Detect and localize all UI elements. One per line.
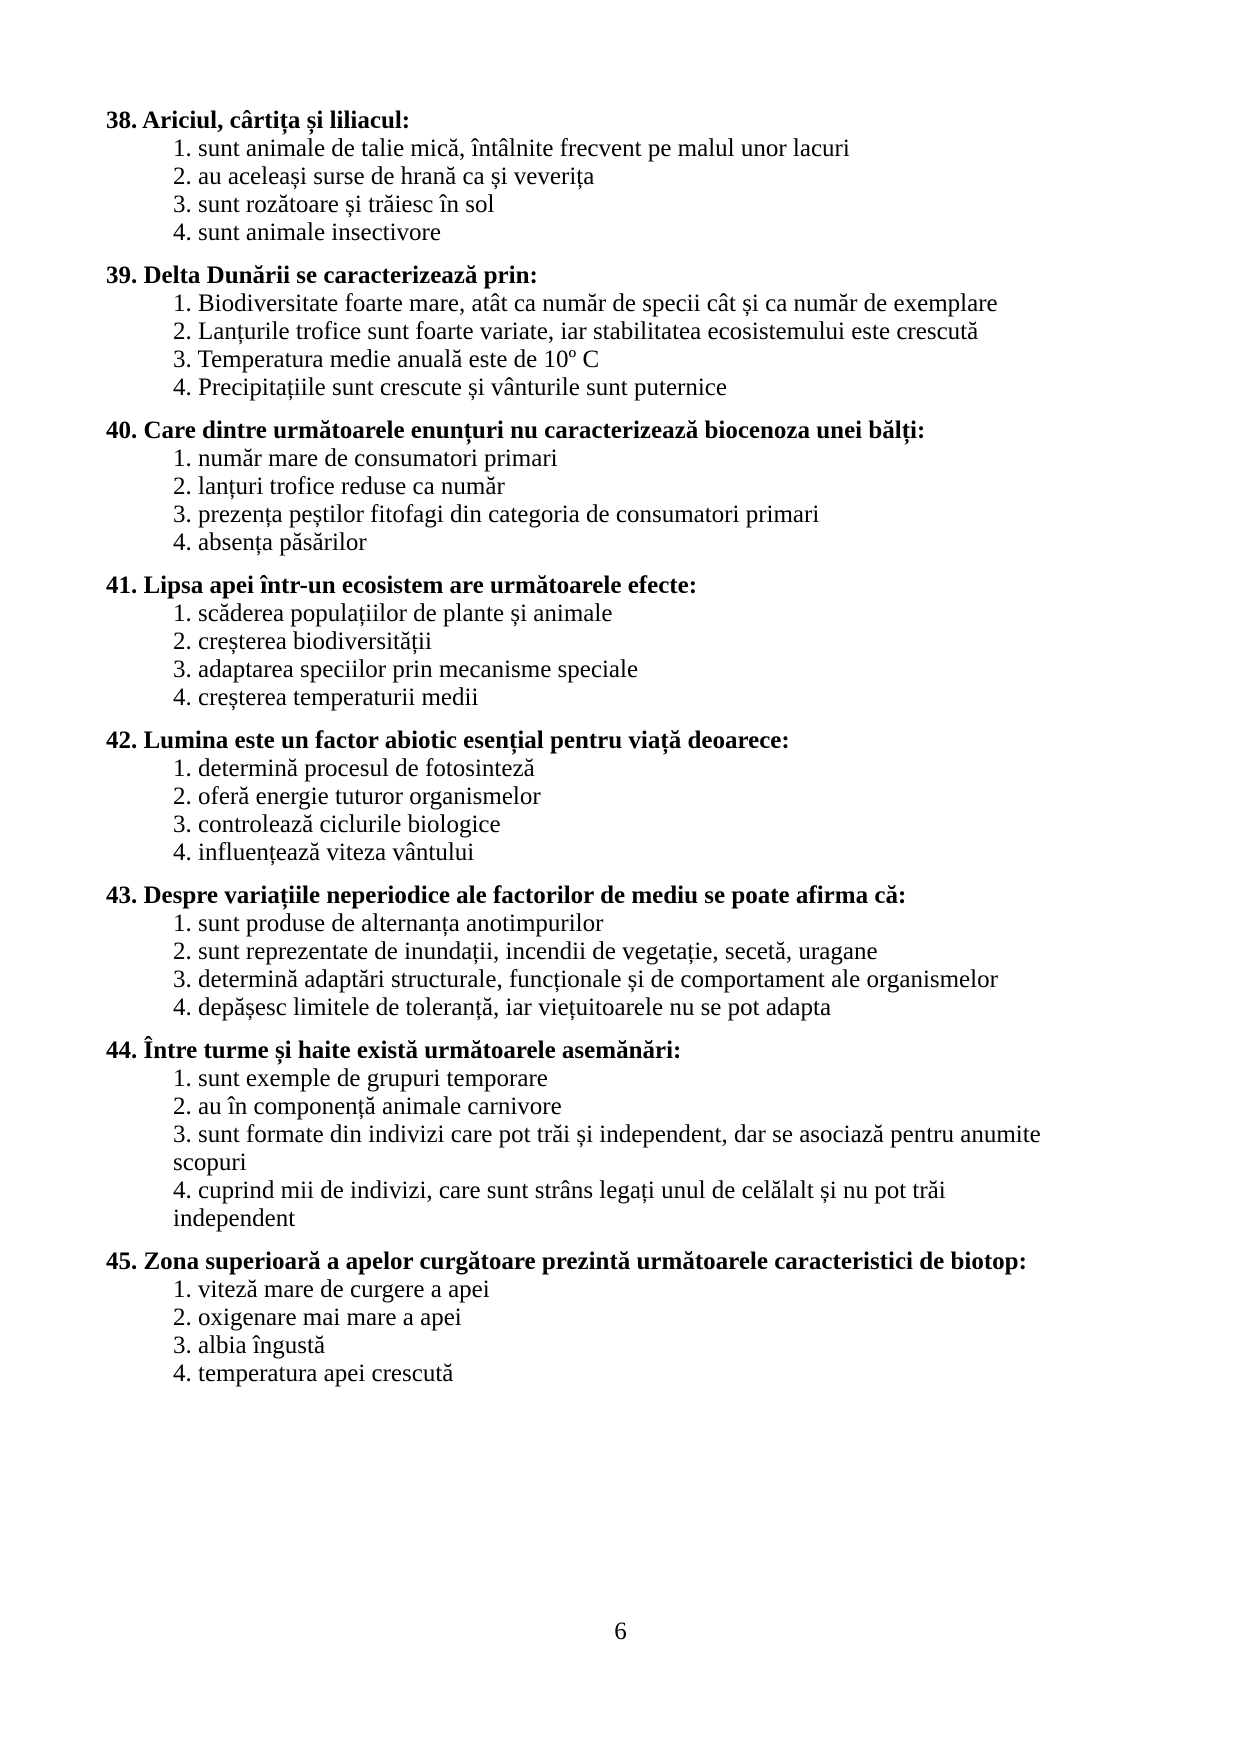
question-heading: 44. Între turme și haite există următoarele asemănări: xyxy=(106,1037,682,1064)
question-heading: 40. Care dintre următoarele enunțuri nu caracterizează biocenoza unei bălți: xyxy=(106,417,926,444)
question-heading: 45. Zona superioară a apelor curgătoare prezintă următoarele caracteristici de biotop: xyxy=(106,1248,1027,1275)
option-item: 1. sunt animale de talie mică, întâlnite frecvent pe malul unor lacuri xyxy=(173,135,850,162)
option-item: 3. adaptarea speciilor prin mecanisme speciale xyxy=(173,656,639,683)
option-item: 1. Biodiversitate foarte mare, atât ca număr de specii cât și ca număr de exemplare xyxy=(173,290,998,317)
option-list xyxy=(106,1276,1045,1388)
option-list xyxy=(106,1065,1045,1233)
option-item: 4. cuprind mii de indivizi, care sunt strâns legați unul de celălalt și nu pot trăi independent xyxy=(173,1177,946,1232)
option-item: 3. sunt rozătoare și trăiesc în sol xyxy=(173,191,495,218)
question-block xyxy=(106,417,1211,557)
option-item: 1. număr mare de consumatori primari xyxy=(173,445,558,472)
option-list xyxy=(106,755,1045,867)
option-item: 2. lanțuri trofice reduse ca număr xyxy=(173,473,505,500)
question-heading: 41. Lipsa apei într-un ecosistem are următoarele efecte: xyxy=(106,572,698,599)
option-item: 2. au în componență animale carnivore xyxy=(173,1093,562,1120)
option-item: 1. sunt exemple de grupuri temporare xyxy=(173,1065,548,1092)
option-item: 4. influențează viteza vântului xyxy=(173,839,475,866)
option-list xyxy=(106,910,1045,1022)
option-list xyxy=(106,600,1045,712)
option-item: 4. sunt animale insectivore xyxy=(173,219,441,246)
option-item: 2. creșterea biodiversității xyxy=(173,628,432,655)
question-block xyxy=(106,107,1211,247)
question-block xyxy=(106,262,1211,402)
option-item: 3. Temperatura medie anuală este de 10º C xyxy=(173,346,600,373)
question-list xyxy=(106,107,1211,1388)
option-item: 1. sunt produse de alternanța anotimpurilor xyxy=(173,910,604,937)
option-item: 2. Lanțurile trofice sunt foarte variate, iar stabilitatea ecosistemului este crescută xyxy=(173,318,979,345)
option-item: 3. determină adaptări structurale, funcționale și de comportament ale organismelor xyxy=(173,966,998,993)
option-list xyxy=(106,135,1045,247)
question-heading: 39. Delta Dunării se caracterizează prin: xyxy=(106,262,538,289)
question-heading: 43. Despre variațiile neperiodice ale factorilor de mediu se poate afirma că: xyxy=(106,882,907,909)
question-heading: 42. Lumina este un factor abiotic esențial pentru viață deoarece: xyxy=(106,727,790,754)
option-item: 2. oferă energie tuturor organismelor xyxy=(173,783,541,810)
page-number: 6 xyxy=(614,1618,627,1645)
question-heading: 38. Ariciul, cârtița și liliacul: xyxy=(106,107,411,134)
option-item: 3. albia îngustă xyxy=(173,1332,326,1359)
option-item: 2. oxigenare mai mare a apei xyxy=(173,1304,462,1331)
question-block xyxy=(106,1037,1211,1233)
option-item: 1. scăderea populațiilor de plante și animale xyxy=(173,600,613,627)
option-item: 4. creșterea temperaturii medii xyxy=(173,684,479,711)
option-item: 1. viteză mare de curgere a apei xyxy=(173,1276,490,1303)
option-item: 4. temperatura apei crescută xyxy=(173,1360,454,1387)
option-item: 4. absența păsărilor xyxy=(173,529,367,556)
option-item: 3. controlează ciclurile biologice xyxy=(173,811,501,838)
question-block xyxy=(106,882,1211,1022)
option-item: 2. sunt reprezentate de inundații, incendii de vegetație, secetă, uragane xyxy=(173,938,878,965)
question-block xyxy=(106,1248,1211,1388)
option-item: 4. Precipitațiile sunt crescute și vânturile sunt puternice xyxy=(173,374,728,401)
option-list xyxy=(106,290,1045,402)
question-block xyxy=(106,727,1211,867)
option-item: 4. depășesc limitele de toleranță, iar viețuitoarele nu se pot adapta xyxy=(173,994,832,1021)
option-item: 3. prezența peștilor fitofagi din categoria de consumatori primari xyxy=(173,501,820,528)
option-item: 2. au aceleași surse de hrană ca și veverița xyxy=(173,163,595,190)
option-item: 1. determină procesul de fotosinteză xyxy=(173,755,535,782)
option-item: 3. sunt formate din indivizi care pot trăi și independent, dar se asociază pentru anumite scopuri xyxy=(173,1121,1041,1176)
question-block xyxy=(106,572,1211,712)
option-list xyxy=(106,445,1045,557)
